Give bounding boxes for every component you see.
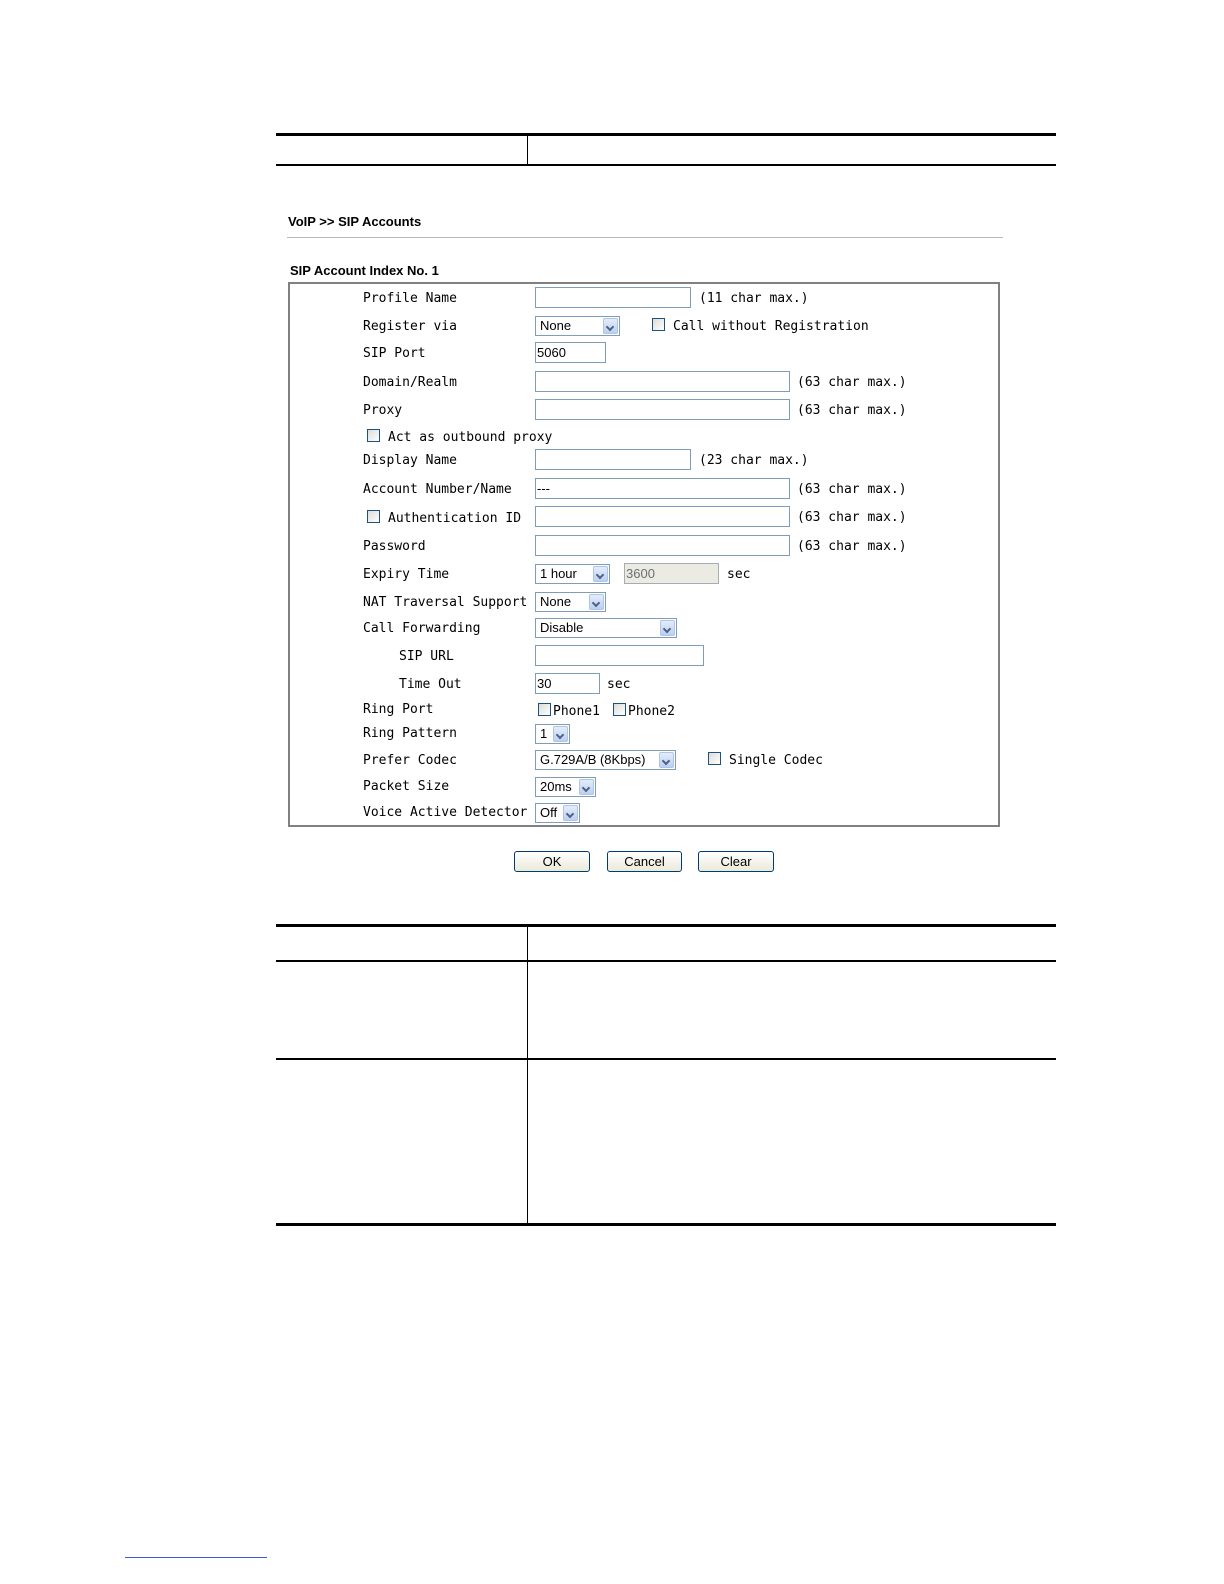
password-label: Password xyxy=(363,539,426,554)
bottom-table-top-rule xyxy=(276,924,1056,927)
call-forwarding-value: Disable xyxy=(540,620,584,635)
single-codec-label: Single Codec xyxy=(729,753,823,768)
call-without-registration-checkbox[interactable] xyxy=(652,318,665,331)
sip-url-label: SIP URL xyxy=(399,649,454,664)
authentication-id-hint: (63 char max.) xyxy=(797,510,907,525)
register-via-label: Register via xyxy=(363,319,457,334)
sip-port-input[interactable]: 5060 xyxy=(535,342,606,363)
single-codec-checkbox[interactable] xyxy=(708,752,721,765)
password-hint: (63 char max.) xyxy=(797,539,907,554)
account-number-input[interactable]: --- xyxy=(535,478,790,499)
display-name-hint: (23 char max.) xyxy=(699,453,809,468)
proxy-input[interactable] xyxy=(535,399,790,420)
packet-size-select[interactable] xyxy=(535,777,596,797)
ring-pattern-label: Ring Pattern xyxy=(363,726,457,741)
voice-active-detector-label: Voice Active Detector xyxy=(363,805,528,820)
prefer-codec-select[interactable] xyxy=(535,750,676,770)
domain-realm-label: Domain/Realm xyxy=(363,375,457,390)
ring-pattern-value: 1 xyxy=(540,726,548,741)
act-as-outbound-proxy-label: Act as outbound proxy xyxy=(388,430,553,445)
profile-name-input[interactable] xyxy=(535,287,691,308)
expiry-time-label: Expiry Time xyxy=(363,567,450,582)
nat-traversal-value: None xyxy=(540,594,572,609)
breadcrumb: VoIP >> SIP Accounts xyxy=(288,214,422,229)
ok-button[interactable]: OK xyxy=(514,851,590,872)
call-forwarding-label: Call Forwarding xyxy=(363,621,481,636)
account-number-hint: (63 char max.) xyxy=(797,482,907,497)
nat-traversal-select[interactable] xyxy=(535,592,606,612)
chevron-down-icon xyxy=(553,726,568,742)
proxy-hint: (63 char max.) xyxy=(797,403,907,418)
proxy-label: Proxy xyxy=(363,403,403,418)
account-number-label: Account Number/Name xyxy=(363,482,512,497)
top-table-divider xyxy=(527,136,528,165)
authentication-id-label: Authentication ID xyxy=(388,511,522,526)
domain-realm-hint: (63 char max.) xyxy=(797,375,907,390)
top-table-top-rule xyxy=(276,133,1056,136)
sip-url-input[interactable] xyxy=(535,645,704,666)
authentication-id-input[interactable] xyxy=(535,506,790,527)
authentication-id-checkbox[interactable] xyxy=(367,510,380,523)
cancel-button[interactable]: Cancel xyxy=(607,851,682,872)
expiry-time-value: 1 hour xyxy=(540,566,577,581)
register-via-select[interactable] xyxy=(535,316,620,336)
domain-realm-input[interactable] xyxy=(535,371,790,392)
section-title: SIP Account Index No. 1 xyxy=(290,263,439,278)
nat-traversal-label: NAT Traversal Support xyxy=(363,595,528,610)
breadcrumb-divider xyxy=(287,237,1003,238)
packet-size-value: 20ms xyxy=(540,779,572,794)
chevron-down-icon xyxy=(563,805,578,821)
voice-active-detector-select[interactable] xyxy=(535,803,580,823)
expiry-unit: sec xyxy=(727,567,751,582)
packet-size-label: Packet Size xyxy=(363,779,450,794)
phone2-checkbox[interactable] xyxy=(613,703,626,716)
display-name-input[interactable] xyxy=(535,449,691,470)
prefer-codec-value: G.729A/B (8Kbps) xyxy=(540,752,646,767)
call-without-registration-label: Call without Registration xyxy=(673,319,869,334)
chevron-down-icon xyxy=(659,752,674,768)
ring-port-label: Ring Port xyxy=(363,702,434,717)
expiry-seconds-input: 3600 xyxy=(624,563,719,584)
time-out-label: Time Out xyxy=(399,677,462,692)
footnote-separator xyxy=(125,1557,267,1558)
chevron-down-icon xyxy=(589,594,604,610)
profile-name-label: Profile Name xyxy=(363,291,457,306)
top-table-bottom-rule xyxy=(276,164,1056,166)
voice-active-detector-value: Off xyxy=(540,805,558,820)
chevron-down-icon xyxy=(579,779,594,795)
sip-port-label: SIP Port xyxy=(363,346,426,361)
profile-name-hint: (11 char max.) xyxy=(699,291,809,306)
phone2-label: Phone2 xyxy=(628,704,675,719)
time-out-input[interactable]: 30 xyxy=(535,673,600,694)
chevron-down-icon xyxy=(660,620,675,636)
phone1-label: Phone1 xyxy=(553,704,600,719)
ring-pattern-select[interactable] xyxy=(535,724,570,744)
act-as-outbound-proxy-checkbox[interactable] xyxy=(367,429,380,442)
bottom-table-bottom-rule xyxy=(276,1223,1056,1226)
phone1-checkbox[interactable] xyxy=(538,703,551,716)
call-forwarding-select[interactable] xyxy=(535,618,677,638)
password-input[interactable] xyxy=(535,535,790,556)
register-via-value: None xyxy=(540,318,572,333)
bottom-table-header-rule xyxy=(276,960,1056,962)
bottom-table-divider xyxy=(527,927,528,1224)
bottom-table-row-rule xyxy=(276,1058,1056,1060)
expiry-time-select[interactable] xyxy=(535,564,610,584)
display-name-label: Display Name xyxy=(363,453,457,468)
chevron-down-icon xyxy=(603,318,618,334)
chevron-down-icon xyxy=(593,566,608,582)
prefer-codec-label: Prefer Codec xyxy=(363,753,457,768)
time-out-unit: sec xyxy=(607,677,631,692)
clear-button[interactable]: Clear xyxy=(698,851,774,872)
